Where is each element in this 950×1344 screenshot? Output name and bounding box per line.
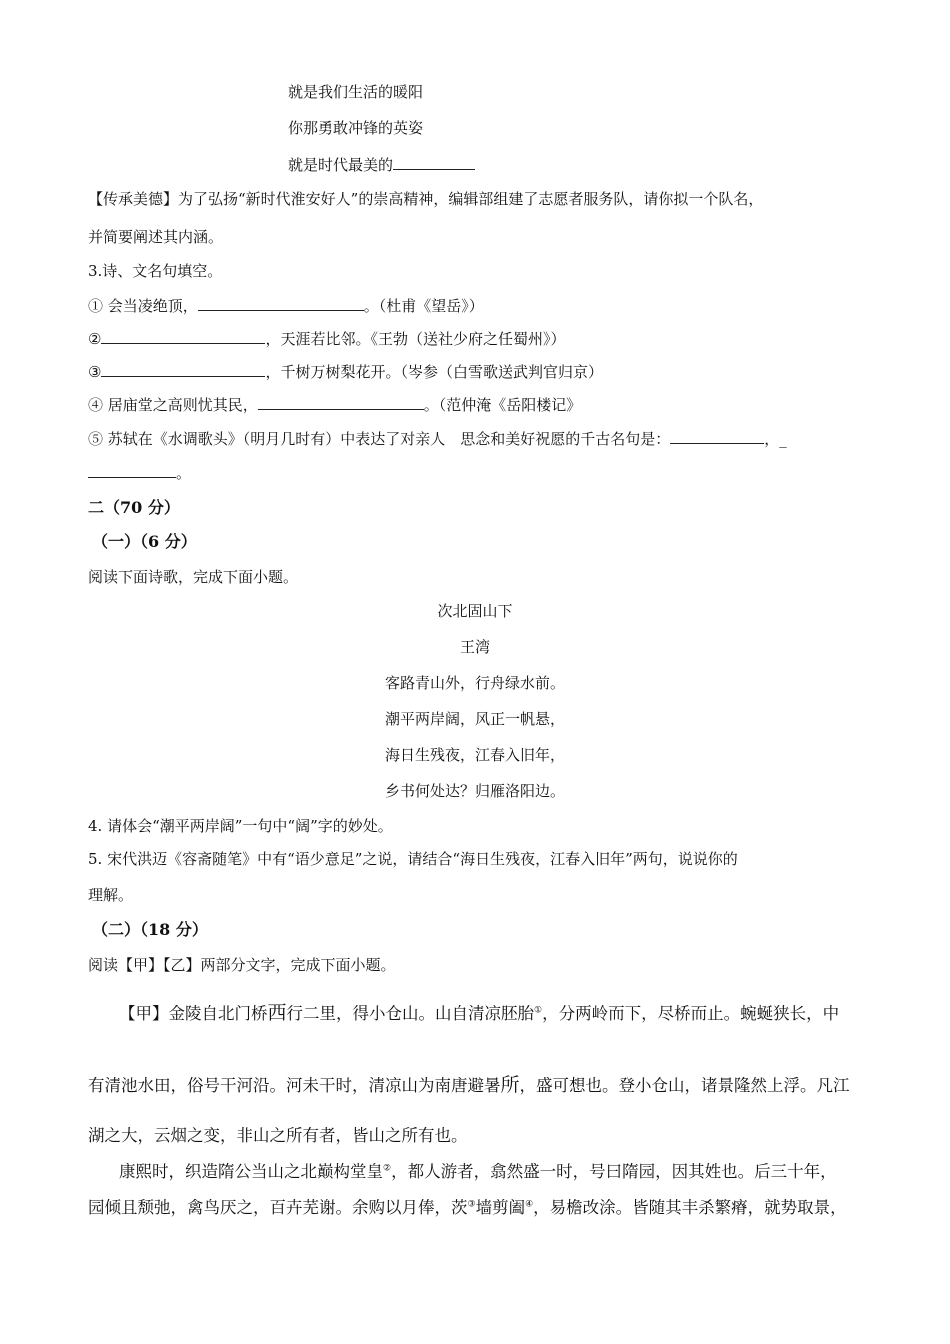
q3-item-4-a: ④ 居庙堂之高则忧其民， — [88, 396, 258, 414]
section-heading: 二（70 分） — [88, 498, 180, 517]
passage-1b: 西 — [267, 1002, 287, 1024]
poem-title: 次北固山下 — [437, 602, 513, 620]
question-5-line-2: 理解。 — [88, 886, 134, 904]
fill-blank[interactable] — [101, 329, 265, 344]
q3-item-5 — [88, 429, 787, 448]
q3-item-1 — [88, 296, 484, 315]
passage-5a: 园倾且颓弛，禽鸟厌之，百卉芜谢。余购以月俸，茨 — [88, 1198, 468, 1217]
q3-item-1-b: 。（杜甫《望岳》） — [363, 297, 484, 315]
q3-item-3-a: ③ — [88, 363, 102, 381]
q3-title: 3.诗、文名句填空。 — [88, 262, 223, 280]
passage-5b: 墙剪阖 — [475, 1198, 526, 1217]
poem-top-line-3-text: 就是时代最美的 — [288, 156, 394, 174]
q3-item-5-b: ， — [764, 430, 780, 448]
q3-item-5-a: ⑤ 苏轼在《水调歌头》（明月几时有）中表达了对亲人 思念和美好祝愿的千古名句是： — [88, 430, 671, 448]
q3-item-3 — [88, 362, 603, 381]
footnote-marker: ① — [534, 1005, 543, 1016]
poem-top-line-1: 就是我们生活的暖阳 — [288, 83, 424, 101]
fill-blank[interactable] — [101, 362, 265, 377]
instruction-1: 阅读下面诗歌，完成下面小题。 — [88, 568, 299, 586]
q3-item-5-cont — [88, 463, 191, 482]
passage-4b: ，都人游者，翕然盛一时，号曰隋园，因其姓也。后三十年， — [391, 1162, 837, 1181]
q3-item-5-c: _ — [779, 430, 787, 448]
poem-line-4: 乡书何处达？归雁洛阳边。 — [384, 782, 565, 800]
q3-item-2-b: ，天涯若比邻。《王勃（送社少府之任蜀州》） — [265, 330, 566, 348]
passage-1a: 【甲】金陵自北门桥 — [119, 1004, 268, 1023]
footnote-marker: ④ — [525, 1199, 534, 1210]
q3-item-2 — [88, 329, 565, 348]
q3-item-4 — [88, 395, 581, 414]
passage-line-5 — [88, 1198, 847, 1218]
passage-5c: ，易檐改涂。皆随其丰杀繁瘠，就势取景， — [533, 1198, 847, 1217]
footnote-marker: ③ — [467, 1199, 476, 1210]
passage-2a: 有清池水田，俗号干河沿。河未干时，清凉山为南唐避暑 — [88, 1076, 501, 1095]
poem-line-3: 海日生残夜，江春入旧年， — [384, 746, 565, 764]
footnote-marker: ② — [383, 1163, 392, 1174]
passage-2b: 所 — [500, 1074, 520, 1096]
passage-2c: ，盛可想也。登小仓山，诸景隆然上浮。凡江 — [519, 1076, 850, 1095]
question-5-line-1: 5. 宋代洪迈《容斋随笔》中有“语少意足”之说，请结合“海日生残夜，江春入旧年”两句，说说你的 — [88, 850, 738, 868]
q3-item-2-a: ② — [88, 330, 102, 348]
fill-blank[interactable] — [393, 155, 475, 170]
passage-line-4 — [119, 1162, 837, 1182]
fill-blank[interactable] — [670, 429, 764, 444]
fill-blank[interactable] — [88, 463, 176, 478]
q3-item-4-b: 。（范仲淹《岳阳楼记》 — [423, 396, 582, 414]
question-4: 4. 请体会“潮平两岸阔”一句中“阔”字的妙处。 — [88, 817, 393, 835]
task2-line-2: 并简要阐述其内涵。 — [88, 228, 224, 246]
poem-author: 王湾 — [459, 638, 490, 656]
poem-line-1: 客路青山外，行舟绿水前。 — [384, 674, 565, 692]
passage-4a: 康熙时，织造隋公当山之北巅构堂皇 — [119, 1162, 383, 1181]
fill-blank[interactable] — [258, 395, 424, 410]
subsection-heading-1: （一）（6 分） — [92, 532, 197, 551]
poem-top-line-2: 你那勇敢冲锋的英姿 — [288, 119, 424, 137]
instruction-2: 阅读【甲】【乙】两部分文字，完成下面小题。 — [88, 956, 396, 974]
fill-blank[interactable] — [198, 296, 364, 311]
subsection-heading-2: （二）（18 分） — [92, 920, 208, 939]
passage-1d: ，分两岭而下，尽桥而止。蜿蜒狭长，中 — [542, 1004, 840, 1023]
passage-line-1 — [119, 1002, 839, 1025]
q3-item-3-b: ，千树万树梨花开。（岑参（白雪歌送武判官归京） — [265, 363, 603, 381]
q3-item-1-a: ① 会当凌绝顶， — [88, 297, 198, 315]
passage-line-2 — [88, 1074, 850, 1097]
task2-line-1: 【传承美德】为了弘扬“新时代淮安好人”的崇高精神，编辑部组建了志愿者服务队，请你拟一个队名， — [88, 190, 764, 208]
q3-item-5-d: 。 — [176, 464, 192, 482]
poem-top-line-3 — [288, 155, 475, 174]
poem-line-2: 潮平两岸阔，风正一帆悬， — [384, 710, 565, 728]
passage-line-3: 湖之大，云烟之变，非山之所有者，皆山之所有也。 — [88, 1126, 468, 1145]
passage-1c: 行二里，得小仓山。山自清凉胚胎 — [286, 1004, 535, 1023]
